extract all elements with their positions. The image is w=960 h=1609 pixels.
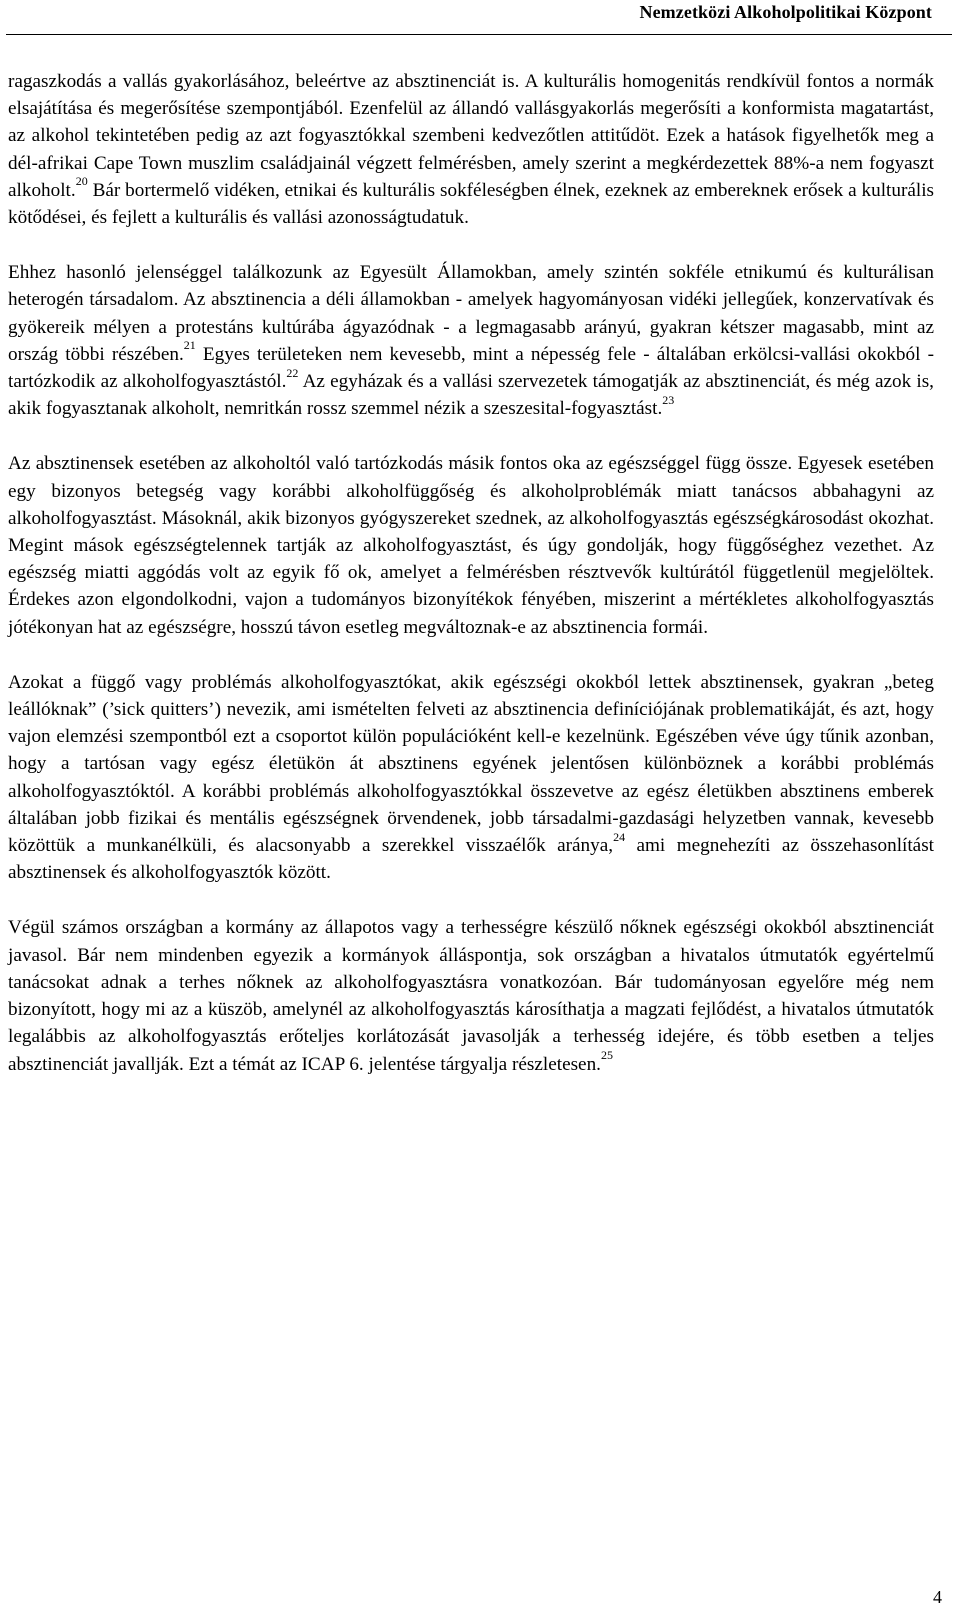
document-body bbox=[8, 68, 934, 1078]
paragraph bbox=[8, 68, 934, 231]
header-divider bbox=[6, 34, 952, 35]
paragraph-text: Végül számos országban a kormány az állapotos vagy a terhességre készülő nőknek egészségi okokból absztinenciát javasol. Bár nem mindenben egyezik a kormányok álláspontja, sok országban a hivatalos útmutatók egyértelmű tanácsokat adnak a terhes nőknek az alkoholfogyasztásra vonatkozóan. Bár tudományosan egyelőre még nem bizonyított, hogy mi az a küszöb, amelynél az alkoholfogyasztás károsíthatja a magzati fejlődést, a hivatalos útmutatók legalábbis az alkoholfogyasztás erőteljes korlátozását javasolják a terhesség idejére, és több esetben a teljes absztinenciát javallják. Ezt a témát az ICAP 6. jelentése tárgyalja részletesen. bbox=[8, 917, 934, 1075]
paragraph-text: Az absztinensek esetében az alkoholtól való tartózkodás másik fontos oka az egészséggel függ össze. Egyesek esetében egy bizonyos betegség vagy korábbi alkoholfüggőség és alkoholproblémák miatt tanácsos abbahagyni az alkoholfogyasztást. Másoknál, akik bizonyos gyógyszereket szednek, az alkoholfogyasztás egészségkárosodást okozhat. Megint mások egészségtelennek tartják az alkoholfogyasztást, és úgy gondolják, hogy függőséghez vezethet. Az egészség miatti aggódás volt az egyik fő ok, amelyet a felmérésben résztvevők kultúrától függetlenül megjelöltek. Érdekes azon elgondolkodni, vajon a tudományos bizonyítékok fényében, miszerint a mértékletes alkoholfogyasztás jótékonyan hat az egészségre, hosszú távon esetleg megváltoznak-e az absztinencia formái. bbox=[8, 453, 934, 638]
footnote-reference: 25 bbox=[600, 1048, 613, 1063]
paragraph bbox=[8, 914, 934, 1077]
paragraph bbox=[8, 259, 934, 422]
paragraph-text: Ehhez hasonló jelenséggel találkozunk az Egyesült Államokban, amely szintén sokféle etnikumú és kulturálisan heterogén társadalom. Az absztinencia a déli államokban - amelyek hagyományosan vidéki jellegűek, konzervatívak és gyökereik mélyen a protestáns kultúrába ágyazódnak - a legmagasabb arányú, gyakran kétszer magasabb, mint az ország többi részében. bbox=[8, 262, 934, 365]
paragraph-text: Azokat a függő vagy problémás alkoholfogyasztókat, akik egészségi okokból lettek absztinensek, gyakran „beteg leállóknak” (’sick quitters’) nevezik, ami ismételten felveti az absztinencia definíciójának problematikáját, és azt, hogy vajon elemzési szempontból ezt a csoportot külön populációként kell-e kezelnünk. Egészében véve úgy tűnik azonban, hogy a tartósan vagy egész életükön át absztinens egyének jelentősen különböznek a korábbi problémás alkoholfogyasztóktól. A korábbi problémás alkoholfogyasztókkal összevetve az egész életükben absztinens emberek általában jobb fizikai és mentális egészségnek örvendenek, jobb társadalmi-gazdasági helyzetben vannak, kevesebb közöttük a munkanélküli, és alacsonyabb a szerekkel visszaélők aránya, bbox=[8, 671, 934, 857]
paragraph-text: Egyes területeken nem kevesebb, mint a népesség fele - általában erkölcsi-vallási okokból - tartózkodik az alkoholfogyasztástól. bbox=[8, 343, 934, 393]
footnote-reference: 20 bbox=[75, 174, 88, 189]
paragraph bbox=[8, 450, 934, 640]
footnote-reference: 21 bbox=[183, 338, 196, 353]
header-title: Nemzetközi Alkoholpolitikai Központ bbox=[639, 2, 932, 22]
footnote-reference: 23 bbox=[662, 392, 675, 407]
page-header bbox=[0, 0, 960, 36]
paragraph-text: Bár bortermelő vidéken, etnikai és kulturális sokféleségben élnek, ezeknek az embereknek erősek a kulturális kötődései, és fejlett a kulturális és vallási azonosságtudatuk. bbox=[8, 179, 934, 229]
paragraph-text: Az egyházak és a vallási szervezetek támogatják az absztinenciát, és még azok is, akik fogyasztanak alkoholt, nemritkán rossz szemmel nézik a szeszesital-fogyasztást. bbox=[8, 371, 934, 420]
paragraph bbox=[8, 669, 934, 887]
footnote-reference: 24 bbox=[613, 829, 626, 844]
page-number: 4 bbox=[933, 1587, 942, 1607]
paragraph-text: ami megnehezíti az összehasonlítást absztinensek és alkoholfogyasztók között. bbox=[8, 835, 934, 884]
paragraph-text: ragaszkodás a vallás gyakorlásához, beleértve az absztinenciát is. A kulturális homogenitás rendkívül fontos a normák elsajátítása és megerősítése szempontjából. Ezenfelül az állandó vallásgyakorlás megerősíti a konformista magatartást, az alkohol tekintetében pedig az azt fogyasztókkal szembeni kedvezőtlen attitűdöt. Ezek a hatások figyelhetők meg a dél-afrikai Cape Town muszlim családjainál végzett felmérésben, amely szerint a megkérdezettek 88%-a nem fogyaszt alkoholt. bbox=[8, 71, 934, 201]
footnote-reference: 22 bbox=[286, 365, 299, 380]
